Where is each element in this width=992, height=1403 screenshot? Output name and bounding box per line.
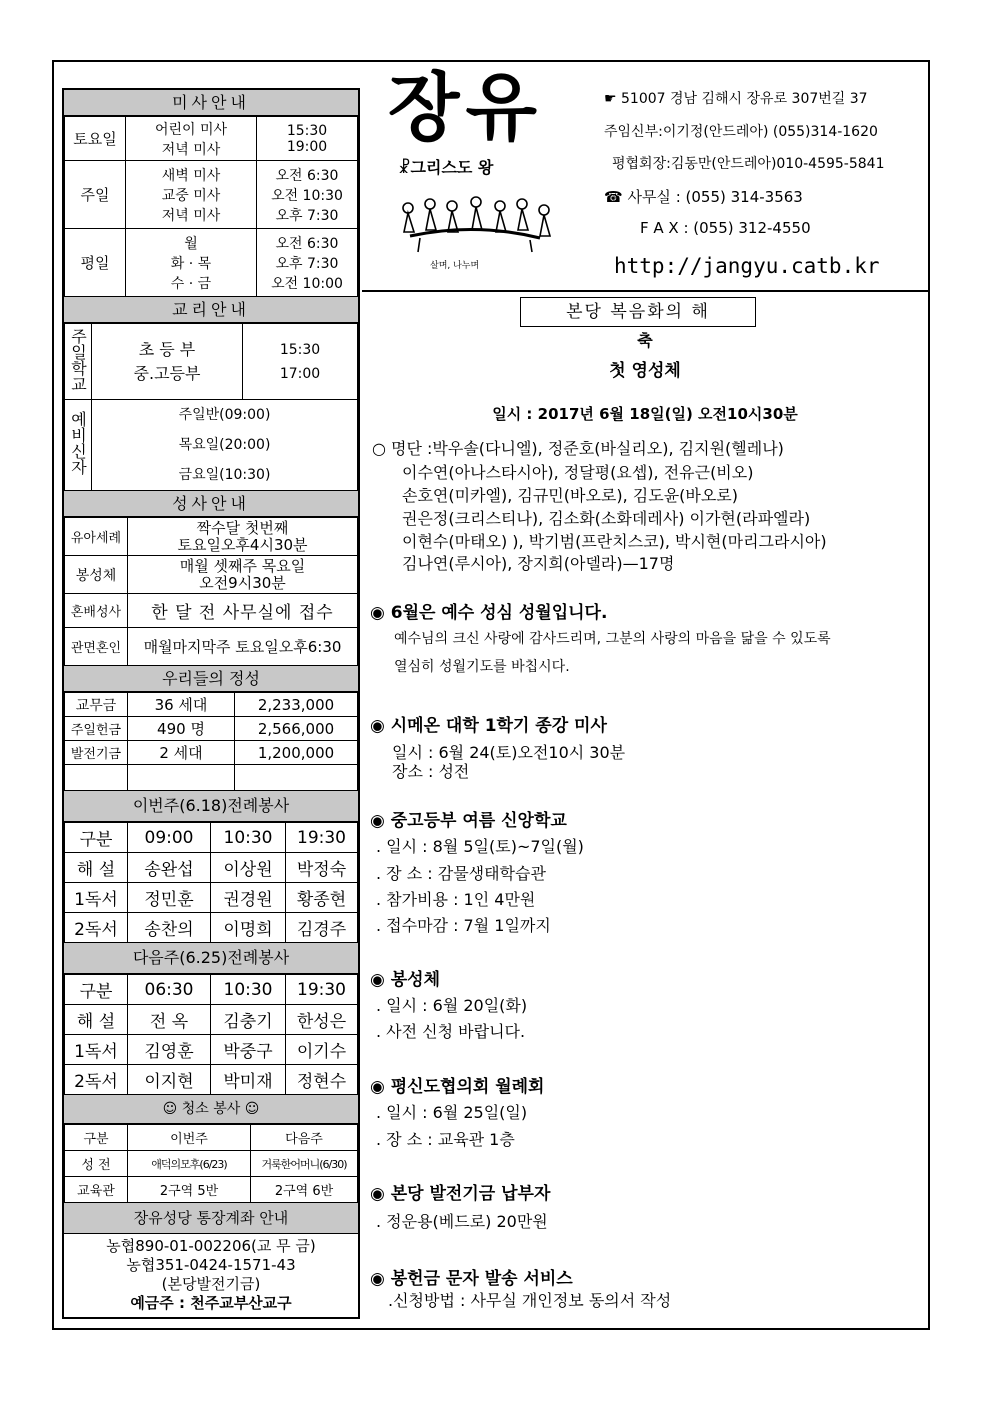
notice-3-line-4: . 접수마감 : 7월 1일까지 <box>376 916 551 935</box>
tw-r1-0: 1독서 <box>65 883 128 913</box>
sacrament-value-1b: 토요일오후4시30분 <box>177 535 308 554</box>
sacrament-label-4: 관면혼인 <box>65 628 128 666</box>
nw-h-2: 10:30 <box>211 975 286 1005</box>
tw-r1-2: 권경원 <box>211 883 286 913</box>
sacrament-label-2: 봉성체 <box>65 556 128 594</box>
account-info <box>64 1234 358 1317</box>
this-week-heading: 이번주(6.18)전례봉사 <box>64 791 358 822</box>
sun-time-2: 오전 10:30 <box>271 187 343 204</box>
offering-amount-2: 2,566,000 <box>235 717 358 741</box>
names-line-5: 이현수(마태오) ), 박기범(프란치스코), 박시현(마리그라시아) <box>402 532 827 551</box>
school-name-1: 초 등 부 <box>138 339 196 359</box>
last-supper-illustration <box>390 192 560 254</box>
nw-r1-3: 이기수 <box>286 1035 358 1065</box>
offering-table <box>64 692 358 791</box>
names-line-6: 김나연(루시아), 장지희(아델라)—17명 <box>402 554 675 573</box>
cl-r0-2: 거룩한어머니(6/30) <box>251 1151 358 1177</box>
left-column <box>62 88 360 1319</box>
tw-r0-2: 이상원 <box>211 853 286 883</box>
tw-r1-3: 황종현 <box>286 883 358 913</box>
nw-r1-1: 김영훈 <box>128 1035 211 1065</box>
cleaning-table <box>64 1124 358 1203</box>
tw-r2-3: 김경주 <box>286 913 358 943</box>
nw-r2-0: 2독서 <box>65 1065 128 1095</box>
sacrament-table <box>64 517 358 666</box>
nw-h-3: 19:30 <box>286 975 358 1005</box>
sat-mass-2: 저녁 미사 <box>161 141 221 158</box>
header-divider <box>362 290 928 292</box>
doctrine-heading: 교리안내 <box>64 297 358 323</box>
names-line-2: 이수연(아나스타시아), 정달평(요셉), 전유근(비오) <box>402 463 754 482</box>
nw-h-1: 06:30 <box>128 975 211 1005</box>
nw-h-0: 구분 <box>65 975 128 1005</box>
pastor-info: 주임신부:이기정(안드레아) (055)314-1620 <box>604 124 878 140</box>
names-line-1: ○ 명단 :박우솔(다니엘), 정준호(바실리오), 김지원(헬레나) <box>372 439 784 458</box>
tw-h-0: 구분 <box>65 823 128 853</box>
council-info: 평협회장:김동만(안드레아)010-4595-5841 <box>612 156 885 172</box>
communion-title: 첫 영성체 <box>609 361 681 381</box>
sacrament-heading: 성사안내 <box>64 491 358 517</box>
account-line-4: 예금주 : 천주교부산교구 <box>130 1294 292 1312</box>
cl-r0-1: 애덕의모후(6/23) <box>128 1151 251 1177</box>
doctrine-table <box>64 323 358 491</box>
notice-1-line-2: 열심히 성월기도를 바칩시다. <box>394 659 570 675</box>
catechumen-time-2: 목요일(20:00) <box>178 437 271 453</box>
sat-label: 토요일 <box>65 117 126 161</box>
week-time-1: 오전 6:30 <box>275 235 339 252</box>
cl-h-1: 이번주 <box>128 1125 251 1151</box>
week-mass-3: 수 · 금 <box>170 275 212 292</box>
nw-r2-1: 이지현 <box>128 1065 211 1095</box>
notice-6-line-1: . 정운용(베드로) 20만원 <box>376 1212 548 1231</box>
sun-label: 주일 <box>65 161 126 229</box>
offering-count-1: 36 세대 <box>128 693 235 717</box>
tw-r0-3: 박정숙 <box>286 853 358 883</box>
account-line-2: 농협351-0424-1571-43 <box>126 1256 296 1274</box>
cl-h-2: 다음주 <box>251 1125 358 1151</box>
sacrament-value-2a: 매월 셋째주 목요일 <box>179 556 306 575</box>
mass-table <box>64 116 358 297</box>
sun-time-1: 오전 6:30 <box>275 167 339 184</box>
sat-mass-1: 어린이 미사 <box>154 121 228 138</box>
offering-amount-3: 1,200,000 <box>235 741 358 765</box>
cl-r1-2: 2구역 6반 <box>251 1177 358 1203</box>
this-week-table <box>64 822 358 943</box>
communion-date: 일시 : 2017년 6월 18일(일) 오전10시30분 <box>492 405 798 423</box>
sacrament-label-3: 혼배성사 <box>65 594 128 628</box>
mass-heading: 미사안내 <box>64 90 358 116</box>
tw-h-1: 09:00 <box>128 823 211 853</box>
nw-r0-3: 한성은 <box>286 1005 358 1035</box>
offering-label-3: 발전기금 <box>65 741 128 765</box>
nw-r0-1: 전 옥 <box>128 1005 211 1035</box>
notice-1-title: ◉ 6월은 예수 성심 성월입니다. <box>370 603 608 623</box>
account-line-1: 농협890-01-002206(교 무 금) <box>106 1237 316 1255</box>
offering-label-1: 교무금 <box>65 693 128 717</box>
sacrament-value-4: 매월마지막주 토요일오후6:30 <box>128 628 358 666</box>
nw-r0-2: 김충기 <box>211 1005 286 1035</box>
next-week-heading: 다음주(6.25)전례봉사 <box>64 943 358 974</box>
notice-6-title: ◉ 본당 발전기금 납부자 <box>370 1184 551 1204</box>
notice-3-line-1: . 일시 : 8월 5일(토)~7일(월) <box>376 837 584 856</box>
notice-2-title: ◉ 시메온 대학 1학기 종강 미사 <box>370 716 607 736</box>
sacrament-label-1: 유아세례 <box>65 518 128 556</box>
cl-r0-0: 성 전 <box>65 1151 128 1177</box>
week-mass-2: 화 · 목 <box>170 255 212 272</box>
school-time-1: 15:30 <box>279 341 321 358</box>
cl-r1-1: 2구역 5반 <box>128 1177 251 1203</box>
account-line-3: (본당발전기금) <box>161 1275 261 1293</box>
nw-r0-0: 해 설 <box>65 1005 128 1035</box>
sun-time-3: 오후 7:30 <box>275 207 339 224</box>
illustration-caption: 살며, 나누며 <box>430 261 480 271</box>
pointing-hand-icon: ☛ <box>604 91 617 107</box>
notice-4-title: ◉ 봉성체 <box>370 970 441 990</box>
notice-2-line-1: 일시 : 6월 24(토)오전10시 30분 <box>392 743 626 762</box>
offering-label-2: 주일헌금 <box>65 717 128 741</box>
nw-r1-2: 박중구 <box>211 1035 286 1065</box>
notice-2-line-2: 장소 : 성전 <box>392 762 470 781</box>
bulletin-title: 장유 <box>388 65 543 151</box>
next-week-table <box>64 974 358 1095</box>
names-line-3: 손호연(미카엘), 김규민(바오로), 김도윤(바오로) <box>402 486 739 505</box>
notice-4-line-1: . 일시 : 6월 20일(화) <box>376 996 528 1015</box>
offering-count-3: 2 세대 <box>128 741 235 765</box>
notice-7-title: ◉ 봉헌금 문자 발송 서비스 <box>370 1269 573 1289</box>
sat-time-1: 15:30 <box>286 122 328 139</box>
tw-r2-1: 송찬의 <box>128 913 211 943</box>
notice-3-line-2: . 장 소 : 감물생태학습관 <box>376 864 546 883</box>
notice-5-line-2: . 장 소 : 교육관 1층 <box>376 1130 515 1149</box>
sun-mass-1: 새벽 미사 <box>161 167 221 184</box>
sun-mass-3: 저녁 미사 <box>161 207 221 224</box>
week-time-3: 오전 10:00 <box>271 275 343 292</box>
sacrament-value-1a: 짝수달 첫번째 <box>196 518 289 537</box>
tw-h-2: 10:30 <box>211 823 286 853</box>
catechumen-time-3: 금요일(10:30) <box>178 467 271 483</box>
notice-5-title: ◉ 평신도협의회 월례회 <box>370 1077 545 1097</box>
nw-r2-3: 정현수 <box>286 1065 358 1095</box>
account-heading: 장유성당 통장계좌 안내 <box>64 1203 358 1234</box>
offering-heading: 우리들의 정성 <box>64 666 358 692</box>
nw-r2-2: 박미재 <box>211 1065 286 1095</box>
tw-h-3: 19:30 <box>286 823 358 853</box>
tw-r0-0: 해 설 <box>65 853 128 883</box>
names-line-4: 권은정(크리스티나), 김소화(소화데레사) 이가현(라파엘라) <box>402 509 811 528</box>
notice-3-title: ◉ 중고등부 여름 신앙학교 <box>370 811 567 831</box>
sacrament-value-2b: 오전9시30분 <box>199 573 286 592</box>
year-title: 본당 복음화의 해 <box>520 297 756 327</box>
notice-7-line-1: .신청방법 : 사무실 개인정보 동의서 작성 <box>388 1291 672 1310</box>
tw-r2-2: 이명희 <box>211 913 286 943</box>
notice-5-line-1: . 일시 : 6월 25일(일) <box>376 1103 528 1122</box>
address: 51007 경남 김해시 장유로 307번길 37 <box>621 91 868 107</box>
sat-time-2: 19:00 <box>286 138 328 155</box>
catechumen-time-1: 주일반(09:00) <box>178 407 271 423</box>
bulletin-subtitle: ☧그리스도 왕 <box>398 158 494 177</box>
school-name-2: 중.고등부 <box>133 363 201 383</box>
cl-r1-0: 교육관 <box>65 1177 128 1203</box>
nw-r1-0: 1독서 <box>65 1035 128 1065</box>
school-time-2: 17:00 <box>279 365 321 382</box>
tw-r1-1: 정민훈 <box>128 883 211 913</box>
notice-4-line-2: . 사전 신청 바랍니다. <box>376 1022 526 1041</box>
catechumen-label: 예비신자 <box>68 411 88 475</box>
notice-1-line-1: 예수님의 크신 사랑에 감사드리며, 그분의 사랑의 마음을 닮을 수 있도록 <box>394 631 831 647</box>
cl-h-0: 구분 <box>65 1125 128 1151</box>
notice-3-line-3: . 참가비용 : 1인 4만원 <box>376 890 536 909</box>
sacrament-value-3: 한 달 전 사무실에 접수 <box>128 594 358 628</box>
sun-mass-2: 교중 미사 <box>161 187 221 204</box>
tw-r0-1: 송완섭 <box>128 853 211 883</box>
week-mass-1: 월 <box>184 235 198 252</box>
celebrate-mark: 축 <box>637 331 653 350</box>
offering-amount-1: 2,233,000 <box>235 693 358 717</box>
offering-count-2: 490 명 <box>128 717 235 741</box>
cleaning-heading: ☺ 청소 봉사 ☺ <box>64 1095 358 1124</box>
week-label: 평일 <box>65 229 126 297</box>
tw-r2-0: 2독서 <box>65 913 128 943</box>
week-time-2: 오후 7:30 <box>275 255 339 272</box>
school-label: 주일학교 <box>68 327 88 392</box>
office-phone: ☎ 사무실 : (055) 314-3563 <box>604 188 803 206</box>
website-url[interactable]: http://jangyu.catb.kr <box>614 254 880 278</box>
fax-number: F A X : (055) 312-4550 <box>640 219 811 237</box>
